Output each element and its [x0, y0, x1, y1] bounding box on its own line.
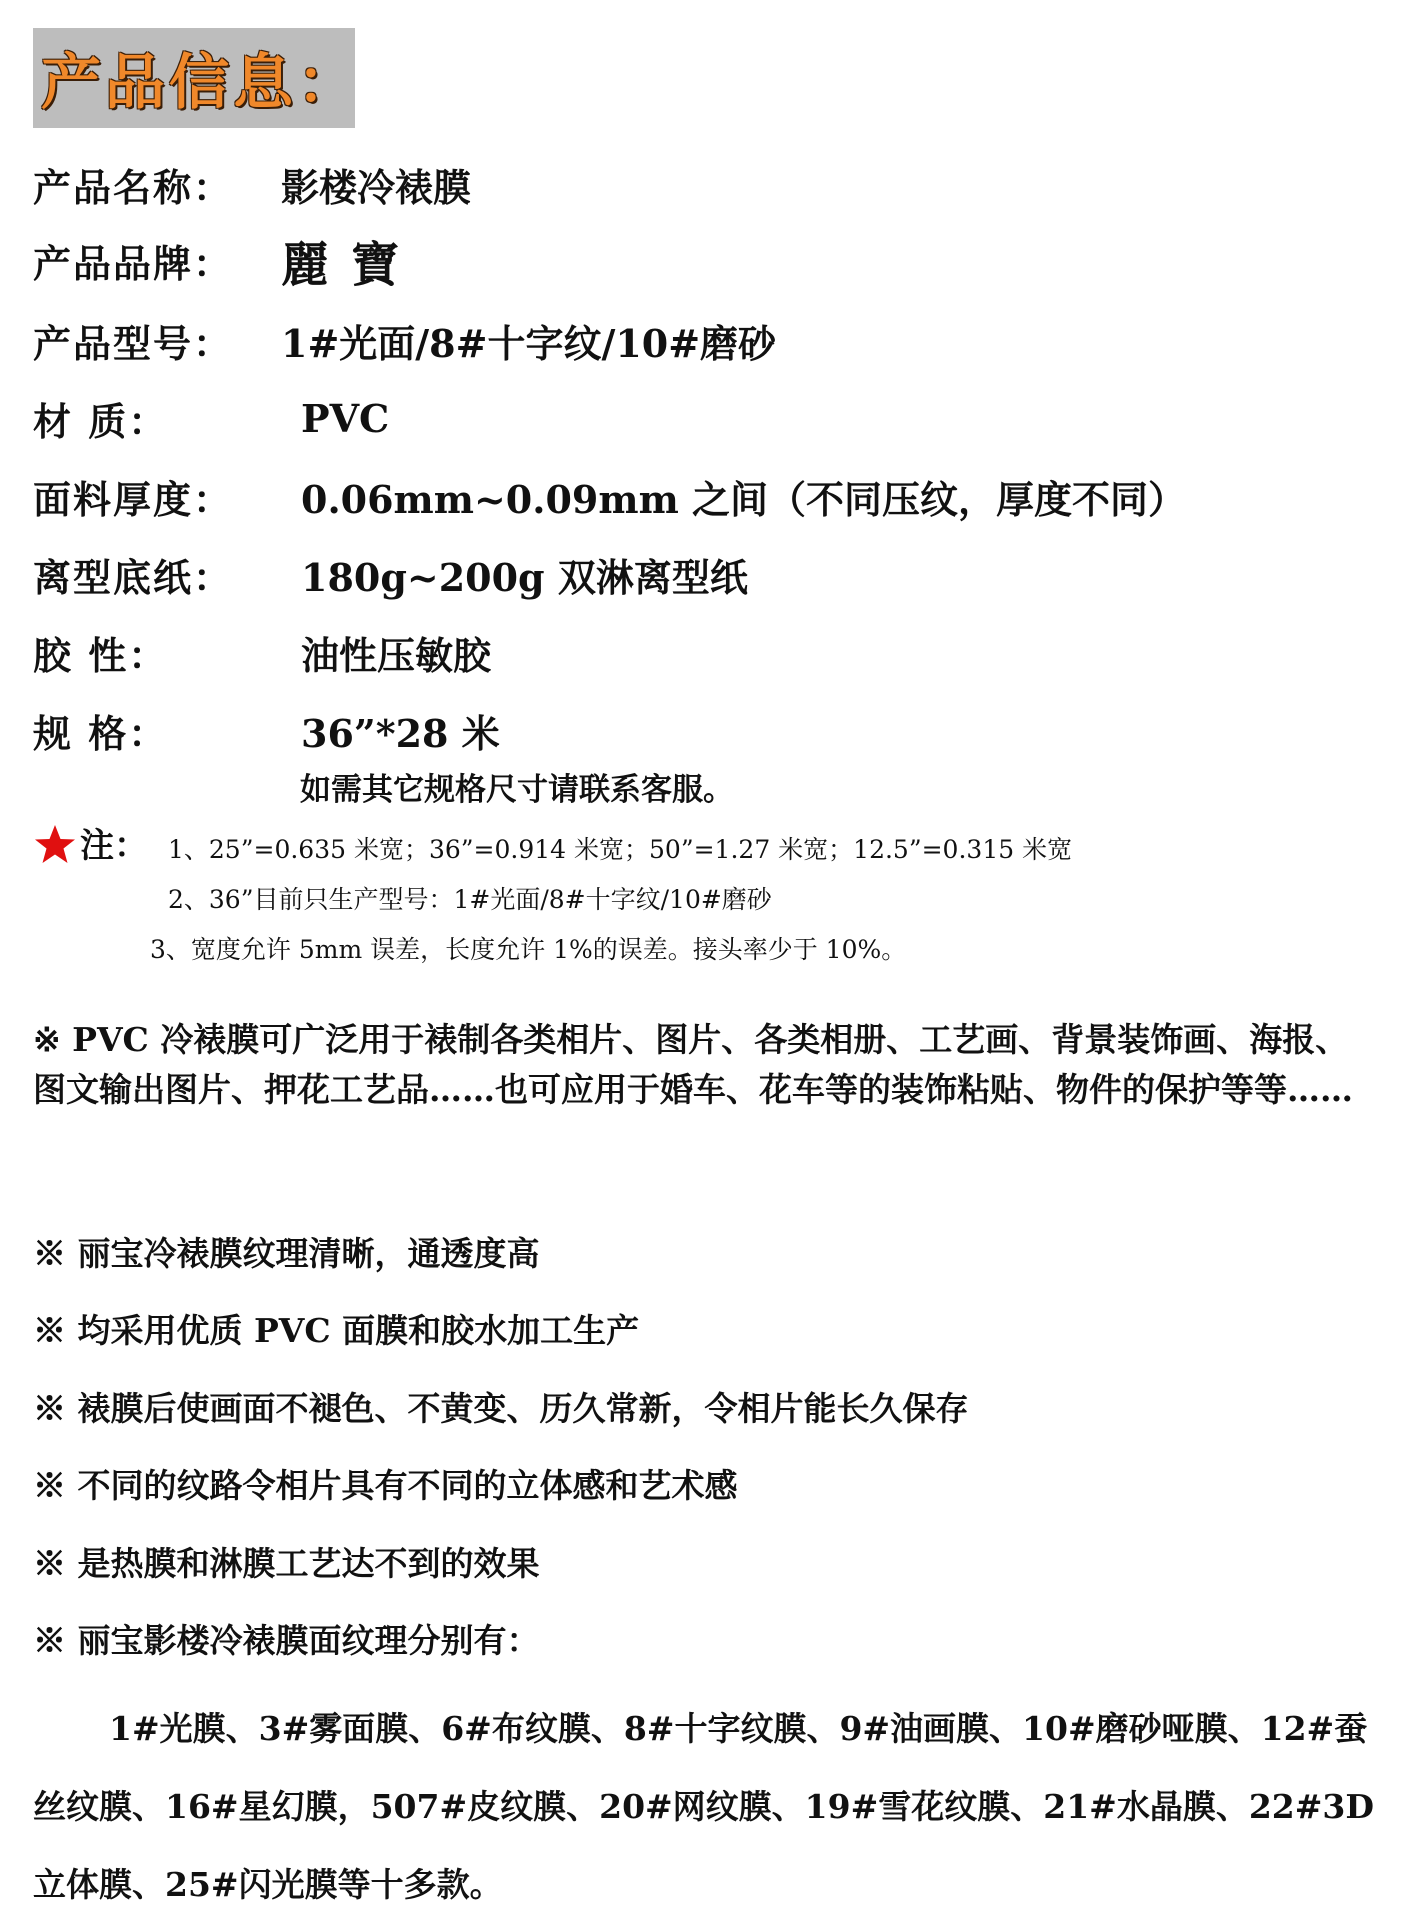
info-value: 36”*28 米 — [301, 710, 500, 756]
info-label: 离型底纸： — [33, 554, 234, 600]
note-line: 2、36”目前只生产型号：1#光面/8#十字纹/10#磨砂 — [168, 885, 772, 914]
info-row-spec — [33, 702, 500, 758]
info-row-adhesive — [33, 624, 492, 680]
info-label-part: 规 — [33, 710, 74, 756]
section-title-box — [33, 28, 361, 128]
feature-item: ※ 丽宝冷裱膜纹理清晰，通透度高 — [33, 1234, 540, 1273]
note-line: 1、25”=0.635 米宽；36”=0.914 米宽；50”=1.27 米宽；12.5”=0.315 米宽 — [168, 835, 1073, 864]
info-label-part: 性： — [88, 632, 169, 678]
feature-item: ※ 均采用优质 PVC 面膜和胶水加工生产 — [33, 1311, 640, 1350]
usage-paragraph: ※ PVC 冷裱膜可广泛用于裱制各类相片、图片、各类相册、工艺画、背景装饰画、海报、图文输出图片、押花工艺品……也可应用于婚车、花车等的装饰粘贴、物件的保护等等…… — [33, 1020, 1353, 1109]
info-label-part: 格： — [88, 710, 169, 756]
info-label — [33, 703, 223, 758]
page-title: 产品信息： — [41, 48, 361, 118]
info-value: 1#光面/8#十字纹/10#磨砂 — [281, 320, 777, 366]
spec-contact-note: 如需其它规格尺寸请联系客服。 — [300, 772, 734, 808]
info-value: 影楼冷裱膜 — [281, 164, 472, 210]
info-value: PVC — [301, 395, 390, 441]
info-value: 麗寶 — [281, 236, 422, 293]
info-label: 产品名称： — [33, 164, 234, 210]
note-label: 注： — [80, 826, 148, 866]
feature-item: ※ 是热膜和淋膜工艺达不到的效果 — [33, 1544, 540, 1583]
info-row-material — [33, 390, 390, 446]
info-label — [33, 625, 223, 680]
info-value: 0.06mm~0.09mm 之间（不同压纹，厚度不同） — [301, 476, 1187, 522]
info-label-part: 质： — [88, 398, 169, 444]
note-line: 3、宽度允许 5mm 误差，长度允许 1%的误差。接头率少于 10%。 — [150, 935, 907, 964]
feature-item: ※ 丽宝影楼冷裱膜面纹理分别有： — [33, 1621, 540, 1660]
info-row-thickness — [33, 468, 1187, 524]
info-label: 产品品牌： — [33, 240, 234, 286]
info-label-part: 胶 — [33, 632, 74, 678]
info-value: 180g~200g 双淋离型纸 — [301, 554, 748, 600]
info-value: 油性压敏胶 — [301, 632, 492, 678]
star-icon — [33, 823, 77, 867]
textures-paragraph: 1#光膜、3#雾面膜、6#布纹膜、8#十字纹膜、9#油画膜、10#磨砂哑膜、12#蚕丝纹膜、16#星幻膜，507#皮纹膜、20#网纹膜、19#雪花纹膜、21#水晶膜、22#3D 立体膜、25#闪光膜等十多款。 — [33, 1709, 1374, 1904]
feature-item: ※ 不同的纹路令相片具有不同的立体感和艺术感 — [33, 1466, 738, 1505]
feature-item: ※ 裱膜后使画面不褪色、不黄变、历久常新，令相片能长久保存 — [33, 1389, 969, 1428]
info-label-part: 材 — [33, 398, 74, 444]
info-row-liner — [33, 546, 748, 602]
info-row-brand — [33, 232, 422, 293]
info-label — [33, 391, 223, 446]
info-label: 产品型号： — [33, 320, 234, 366]
info-label: 面料厚度： — [33, 476, 234, 522]
info-row-name — [33, 156, 472, 212]
info-row-model — [33, 312, 777, 368]
